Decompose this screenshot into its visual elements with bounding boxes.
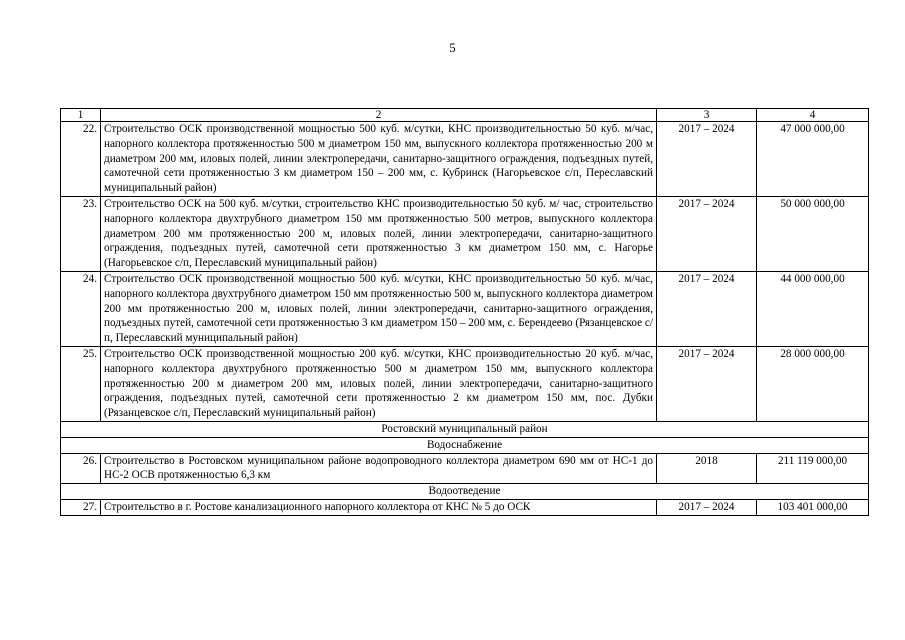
row-description: Строительство в Ростовском муниципальном районе водопроводного коллектора диаметром 690 мм от НС-1 до НС-2 ОСВ протяженностью 6,3 км	[101, 453, 657, 484]
header-col-2: 2	[101, 109, 657, 122]
table-row	[61, 453, 869, 484]
row-period: 2018	[657, 453, 757, 484]
row-amount: 44 000 000,00	[757, 271, 869, 346]
table-header-row	[61, 109, 869, 122]
row-amount: 28 000 000,00	[757, 346, 869, 421]
row-number: 26.	[61, 453, 101, 484]
row-number: 23.	[61, 196, 101, 271]
row-amount: 50 000 000,00	[757, 196, 869, 271]
header-col-3: 3	[657, 109, 757, 122]
header-col-1: 1	[61, 109, 101, 122]
row-period: 2017 – 2024	[657, 122, 757, 197]
row-description: Строительство ОСК на 500 куб. м/сутки, строительство КНС производительностью 50 куб. м/ час, строительство напорного коллектора двухтрубного диаметром 150 мм протяженностью 500 метров, выпускного коллектора диаметром 200 мм протяженностью 200 м, иловых полей, линии электропередачи, санитарно-защитного ограждения, подъездных путей, самотечной сети протяженностью 3 км диаметром 150 мм, с. Нагорье (Нагорьевское с/п, Переславский муниципальный район)	[101, 196, 657, 271]
section-row-district	[61, 421, 869, 437]
table-row	[61, 271, 869, 346]
header-col-4: 4	[757, 109, 869, 122]
row-number: 25.	[61, 346, 101, 421]
table-row	[61, 122, 869, 197]
table-row	[61, 346, 869, 421]
section-district-title: Ростовский муниципальный район	[61, 421, 869, 437]
row-period: 2017 – 2024	[657, 271, 757, 346]
section-water-title: Водоснабжение	[61, 437, 869, 453]
row-period: 2017 – 2024	[657, 499, 757, 515]
table-row	[61, 499, 869, 515]
section-row-water	[61, 437, 869, 453]
row-period: 2017 – 2024	[657, 196, 757, 271]
row-description: Строительство в г. Ростове канализационного напорного коллектора от КНС № 5 до ОСК	[101, 499, 657, 515]
row-amount: 103 401 000,00	[757, 499, 869, 515]
row-description: Строительство ОСК производственной мощностью 500 куб. м/сутки, КНС производительностью 50 куб. м/час, напорного коллектора двухтрубного диаметром 150 мм протяженностью 500 м, выпускного коллектора диаметром 200 мм протяженностью 200 м, иловых полей, линии электропередачи, санитарно-защитного ограждения, подъездных путей, самотечной сети протяженностью 3 км диаметром 150 – 200 мм, с. Берендеево (Рязанцевское с/п, Переславский муниципальный район)	[101, 271, 657, 346]
section-sewer-title: Водоотведение	[61, 484, 869, 500]
page-number: 5	[449, 40, 456, 55]
section-row-sewer	[61, 484, 869, 500]
row-period: 2017 – 2024	[657, 346, 757, 421]
row-description: Строительство ОСК производственной мощностью 500 куб. м/сутки, КНС производительностью 50 куб. м/час, напорного коллектора протяженностью 500 м диаметром 150 мм, выпускного коллектора протяженностью 200 м диаметром 200 мм, иловых полей, линии электропередачи, санитарно-защитного ограждения, подъездных путей, самотечной сети протяженностью 3 км диаметром 150 – 200 мм, с. Кубринск (Нагорьевское с/п, Переславский муниципальный район)	[101, 122, 657, 197]
row-amount: 211 119 000,00	[757, 453, 869, 484]
row-number: 24.	[61, 271, 101, 346]
row-amount: 47 000 000,00	[757, 122, 869, 197]
table-row	[61, 196, 869, 271]
row-description: Строительство ОСК производственной мощностью 200 куб. м/сутки, КНС производительностью 20 куб. м/час, напорного коллектора двухтрубного протяженностью 500 м диаметром 150 мм, выпускного коллектора протяженностью 200 м диаметром 200 мм, иловых полей, линии электропередачи, санитарно-защитного ограждения, подъездных путей, самотечной сети протяженностью 2 км диаметром 150 мм, пос. Дубки (Рязанцевское с/п, Переславский муниципальный район)	[101, 346, 657, 421]
row-number: 22.	[61, 122, 101, 197]
row-number: 27.	[61, 499, 101, 515]
program-table	[60, 108, 869, 516]
